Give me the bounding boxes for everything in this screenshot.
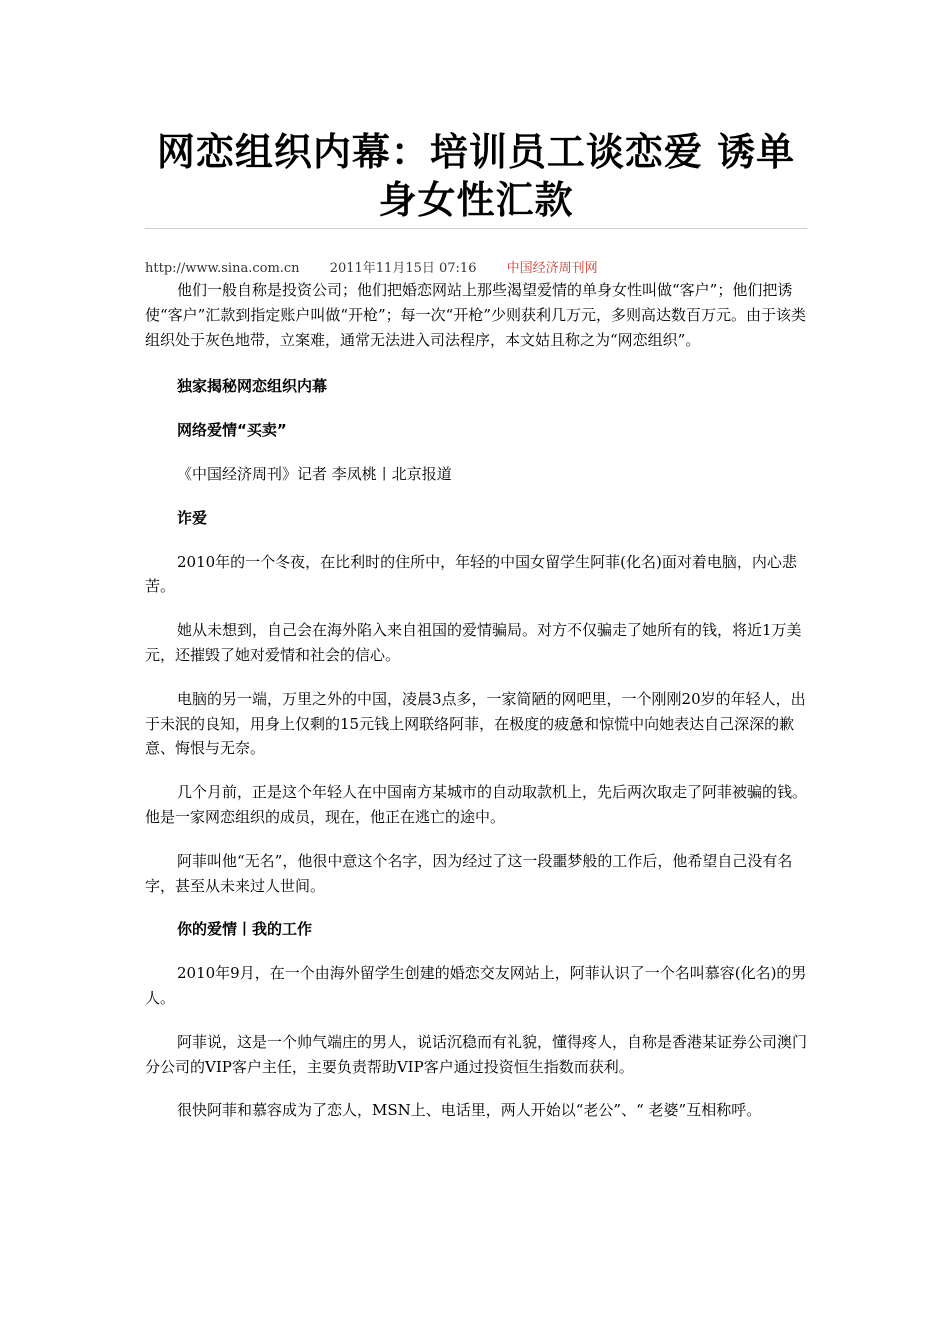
article [145, 0, 807, 1123]
article-title: 网恋组织内幕：培训员工谈恋爱 诱单身女性汇款 [156, 129, 796, 222]
title-divider [145, 228, 807, 229]
section-heading: 诈爱 [177, 508, 208, 527]
body-paragraph: 她从未想到，自己会在海外陷入来自祖国的爱情骗局。对方不仅骗走了她所有的钱，将近1万美元，还摧毁了她对爱情和社会的信心。 [145, 621, 802, 664]
body-paragraph: 2010年9月，在一个由海外留学生创建的婚恋交友网站上，阿菲认识了一个名叫慕容(化名)的男人。 [145, 964, 807, 1007]
body-paragraph: 电脑的另一端，万里之外的中国，凌晨3点多，一家简陋的网吧里，一个刚刚20岁的年轻人，出于未泯的良知，用身上仅剩的15元钱上网联络阿菲，在极度的疲惫和惊慌中向她表达自己深深的歉意、悔恨与无奈。 [145, 689, 806, 758]
section-heading: 独家揭秘网恋组织内幕 [177, 377, 328, 396]
body-paragraph: 2010年的一个冬夜，在比利时的住所中，年轻的中国女留学生阿菲(化名)面对着电脑，内心悲苦。 [145, 552, 797, 596]
publish-date: 2011年11月15日 07:16 [329, 261, 477, 276]
source-url-link[interactable]: http://www.sina.com.cn [145, 261, 300, 276]
body-paragraph: 阿菲说，这是一个帅气端庄的男人，说话沉稳而有礼貌，懂得疼人，自称是香港某证券公司澳门分公司的VIP客户主任，主要负责帮助VIP客户通过投资恒生指数而获利。 [145, 1032, 808, 1076]
body-paragraph: 几个月前，正是这个年轻人在中国南方某城市的自动取款机上，先后两次取走了阿菲被骗的钱。他是一家网恋组织的成员，现在，他正在逃亡的途中。 [145, 783, 808, 826]
intro-paragraph: 他们一般自称是投资公司；他们把婚恋网站上那些渴望爱情的单身女性叫做“客户”；他们把诱使“客户”汇款到指定账户叫做“开枪”；每一次“开枪”少则获利几万元，多则高达数百万元。由于该类组织处于灰色地带，立案难，通常无法进入司法程序，本文姑且称之为“网恋组织”。 [145, 281, 807, 349]
article-meta [145, 260, 807, 278]
section-heading: 网络爱情“买卖” [177, 421, 287, 440]
section-heading: 你的爱情丨我的工作 [177, 920, 313, 939]
body-paragraph: 很快阿菲和慕容成为了恋人，MSN上、电话里，两人开始以“老公”、“ 老婆”互相称呼。 [177, 1101, 762, 1120]
byline: 《中国经济周刊》记者 李凤桃丨北京报道 [177, 464, 452, 483]
source-name-link[interactable]: 中国经济周刊网 [506, 261, 598, 276]
body-paragraph: 阿菲叫他“无名”，他很中意这个名字，因为经过了这一段噩梦般的工作后，他希望自己没有名字，甚至从未来过人世间。 [145, 851, 793, 895]
